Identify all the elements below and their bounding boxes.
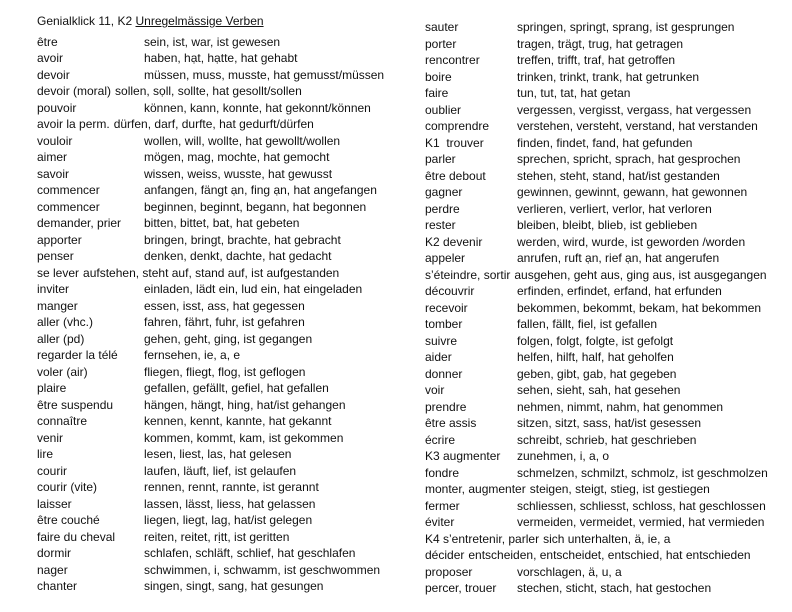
german-conjugation: trinken, trinkt, trank, hat getrunken [517,69,700,84]
german-conjugation: sehen, sieht, sah, hat gesehen [517,383,681,397]
french-verb: suivre [425,333,458,348]
german-conjugation: anrufen, ruft ạn, rief ạn, hat angerufen [517,251,720,265]
verb-row [425,564,789,581]
french-verb: vouloir [37,133,73,148]
german-conjugation: stehen, steht, stand, hat/ist gestanden [517,168,720,183]
verb-row [425,448,789,465]
french-verb: commencer [37,183,100,197]
german-conjugation: geben, gibt, gab, hat gegeben [517,366,677,381]
german-conjugation: schmelzen, schmilzt, schmolz, ist geschmolzen [517,465,768,480]
german-conjugation: haben, hạt, hạtte, hat gehabt [144,51,298,65]
verb-row [37,265,415,282]
german-conjugation: verlieren, verliert, verlor, hat verloren [517,201,712,216]
french-verb: demander, prier [37,216,122,230]
left-column [37,13,415,595]
german-conjugation: gewinnen, gewinnt, gewann, hat gewonnen [517,185,748,199]
german-conjugation: einladen, lädt ein, lud ein, hat eingeladen [144,282,363,296]
verb-row [37,545,415,562]
verb-row [425,250,789,267]
german-conjugation: bringen, bringt, brachte, hat gebracht [144,232,341,247]
french-verb: être suspendu [37,397,114,412]
french-verb: pouvoir [37,100,77,115]
french-verb: être [37,34,58,49]
german-conjugation: gehen, geht, ging, ist gegangen [144,331,313,346]
verb-row [425,69,789,86]
french-verb: découvrir [425,284,475,298]
french-verb: faire du cheval [37,529,116,544]
german-conjugation: finden, findet, fand, hat gefunden [517,135,693,150]
german-conjugation: ausgehen, geht aus, ging aus, ist ausgegangen [514,267,767,282]
french-verb: aller (pd) [37,331,85,346]
german-conjugation: entscheiden, entscheidet, entschied, hat entschieden [468,548,751,562]
german-conjugation: dürfen, darf, durfte, hat gedurft/dürfen [113,117,314,131]
german-conjugation: folgen, folgt, folgte, ist gefolgt [517,333,674,348]
german-conjugation: fernsehen, ie, a, e [144,348,241,362]
german-conjugation: singen, singt, sang, hat gesungen [144,579,324,593]
french-verb: recevoir [425,300,468,315]
verb-row [37,166,415,183]
german-conjugation: bekommen, bekommt, bekam, hat bekommen [517,300,762,315]
french-verb: K4 s’entretenir, parler [425,531,540,546]
german-conjugation: nehmen, nimmt, nahm, hat genommen [517,399,724,414]
german-conjugation: lassen, lässt, liess, hat gelassen [144,496,316,511]
verb-row [37,512,415,529]
german-conjugation: anfangen, fängt ạn, fing ạn, hat angefangen [144,183,377,197]
verb-row [425,366,789,383]
french-verb: s’éteindre, sortir [425,267,511,282]
german-conjugation: rennen, rennt, rannte, ist gerannt [144,480,319,494]
verb-row [37,479,415,496]
verb-row [37,496,415,513]
german-conjugation: fliegen, fliegt, flog, ist geflogen [144,364,306,379]
verb-row [425,52,789,69]
verb-row [37,562,415,579]
verb-row [37,199,415,216]
german-conjugation: erfinden, erfindet, erfand, hat erfunden [517,284,722,298]
german-conjugation: vorschlagen, ä, u, a [517,564,622,579]
german-conjugation: denken, denkt, dachte, hat gedacht [144,249,332,263]
french-verb: apporter [37,232,82,247]
french-verb: connaître [37,414,88,428]
french-verb: commencer [37,199,100,214]
french-verb: courir (vite) [37,480,98,494]
french-verb: aller (vhc.) [37,315,94,329]
german-conjugation: zunehmen, i, a, o [517,449,610,463]
verb-row [425,118,789,135]
french-verb: nager [37,562,68,577]
french-verb: tomber [425,317,463,331]
french-verb: voler (air) [37,364,88,379]
french-verb: écrire [425,432,456,447]
verb-row [37,100,415,117]
verb-row [425,201,789,218]
french-verb: avoir [37,51,64,65]
right-column [425,19,789,597]
left-verb-list [37,34,415,595]
french-verb: proposer [425,564,473,579]
french-verb: laisser [37,496,72,511]
german-conjugation: vergessen, vergisst, vergass, hat vergessen [517,102,752,117]
german-conjugation: sein, ist, war, ist gewesen [144,34,281,49]
french-verb: monter, augmenter [425,482,526,496]
french-verb: rencontrer [425,53,480,67]
french-verb: parler [425,152,456,166]
verb-row [37,34,415,51]
title-underlined-text: Unregelmässige Verben [135,14,264,28]
verb-row [425,531,789,548]
french-verb: lire [37,447,54,461]
verb-row [425,234,789,251]
verb-row [425,316,789,333]
german-conjugation: gefallen, gefällt, gefiel, hat gefallen [144,381,329,395]
french-verb: aider [425,350,452,364]
verb-row [37,149,415,166]
verb-row [425,481,789,498]
german-conjugation: verstehen, versteht, verstand, hat verstanden [517,119,758,133]
french-verb: sauter [425,20,459,34]
german-conjugation: steigen, steigt, stieg, ist gestiegen [529,482,710,496]
verb-row [425,283,789,300]
verb-row [425,382,789,399]
french-verb: K1 trouver [425,135,484,150]
french-verb: rester [425,218,456,232]
french-verb: faire [425,86,449,100]
page-title [37,13,415,30]
verb-row [425,36,789,53]
french-verb: manger [37,298,78,313]
german-conjugation: sprechen, spricht, sprach, hat gesprochen [517,152,741,166]
verb-row [37,331,415,348]
german-conjugation: beginnen, beginnt, begann, hat begonnen [144,199,367,214]
french-verb: donner [425,366,463,381]
verb-row [37,529,415,546]
verb-row [425,151,789,168]
verb-row [37,298,415,315]
french-verb: être couché [37,513,100,527]
verb-row [425,514,789,531]
french-verb: devoir (moral) [37,84,112,98]
german-conjugation: tragen, trägt, trug, hat getragen [517,36,684,51]
verb-row [37,463,415,480]
verb-row [425,415,789,432]
verb-row [37,446,415,463]
verb-row [425,85,789,102]
verb-row [425,102,789,119]
verb-row [425,300,789,317]
french-verb: venir [37,430,64,445]
french-verb: aimer [37,150,68,164]
french-verb: oublier [425,102,462,117]
german-conjugation: stechen, sticht, stach, hat gestochen [517,581,712,595]
french-verb: K3 augmenter [425,449,501,463]
french-verb: perdre [425,201,460,216]
german-conjugation: wollen, will, wollte, hat gewollt/wollen [144,133,341,148]
german-conjugation: liegen, liegt, lag, hat/ist gelegen [144,513,313,527]
verb-row [425,498,789,515]
french-verb: devoir [37,67,70,82]
french-verb: courir [37,463,68,478]
french-verb: savoir [37,166,70,181]
german-conjugation: treffen, trifft, traf, hat getroffen [517,53,676,67]
german-conjugation: aufstehen, steht auf, stand auf, ist aufgestanden [83,265,340,280]
german-conjugation: helfen, hilft, half, hat geholfen [517,350,674,364]
german-conjugation: schwimmen, i, schwamm, ist geschwommen [144,562,381,577]
german-conjugation: können, kann, konnte, hat gekonnt/können [144,100,371,115]
french-verb: chanter [37,579,78,593]
verb-row [425,580,789,597]
german-conjugation: kommen, kommt, kam, ist gekommen [144,430,344,445]
french-verb: penser [37,249,74,263]
verb-row [425,217,789,234]
german-conjugation: sitzen, sitzt, sass, hat/ist gesessen [517,416,702,430]
french-verb: appeler [425,251,466,265]
german-conjugation: bitten, bittet, bat, hat gebeten [144,216,300,230]
french-verb: dormir [37,546,72,560]
german-conjugation: springen, springt, sprang, ist gesprungen [517,20,735,34]
french-verb: se lever [37,265,80,280]
verb-row [425,135,789,152]
verb-row [425,465,789,482]
verb-row [37,430,415,447]
german-conjugation: wissen, weiss, wusste, hat gewusst [144,166,333,181]
german-conjugation: fallen, fällt, fiel, ist gefallen [517,317,658,331]
verb-row [37,83,415,100]
verb-row [37,248,415,265]
german-conjugation: hängen, hängt, hing, hat/ist gehangen [144,397,346,412]
verb-row [37,380,415,397]
german-conjugation: lesen, liest, las, hat gelesen [144,447,292,461]
german-conjugation: kennen, kennt, kannte, hat gekannt [144,414,332,428]
verb-row [425,184,789,201]
german-conjugation: werden, wird, wurde, ist geworden /worden [517,234,746,249]
verb-row [425,267,789,284]
verb-row [37,182,415,199]
verb-row [425,547,789,564]
french-verb: regarder la télé [37,348,118,362]
verb-row [37,116,415,133]
verb-row [37,215,415,232]
french-verb: K2 devenir [425,234,483,249]
verb-row [425,19,789,36]
verb-row [37,133,415,150]
german-conjugation: tun, tut, tat, hat getan [517,86,631,100]
french-verb: gagner [425,185,463,199]
verb-row [425,399,789,416]
verb-row [37,50,415,67]
verb-row [425,349,789,366]
german-conjugation: vermeiden, vermeidet, vermied, hat vermieden [517,515,765,529]
french-verb: boire [425,69,452,84]
german-conjugation: sollen, sọll, sollte, hat gesollt/sollen [115,84,302,98]
french-verb: décider [425,548,465,562]
german-conjugation: schliessen, schliesst, schloss, hat geschlossen [517,498,766,513]
french-verb: être debout [425,168,486,183]
french-verb: fondre [425,465,460,480]
german-conjugation: bleiben, bleibt, blieb, ist geblieben [517,218,698,232]
verb-row [37,232,415,249]
french-verb: comprendre [425,119,490,133]
verb-row [37,314,415,331]
french-verb: percer, trouer [425,581,497,595]
german-conjugation: fahren, fährt, fuhr, ist gefahren [144,315,305,329]
verb-row [37,281,415,298]
french-verb: inviter [37,282,70,296]
german-conjugation: schreibt, schrieb, hat geschrieben [517,432,697,447]
verb-row [37,397,415,414]
german-conjugation: laufen, läuft, lief, ist gelaufen [144,463,297,478]
verb-row [37,364,415,381]
german-conjugation: schlafen, schläft, schlief, hat geschlafen [144,546,356,560]
verb-row [37,413,415,430]
german-conjugation: essen, isst, ass, hat gegessen [144,298,305,313]
french-verb: être assis [425,416,477,430]
title-prefix: Genialklick 11, K2 [37,14,136,28]
french-verb: prendre [425,399,467,414]
verb-row [425,333,789,350]
german-conjugation: müssen, muss, musste, hat gemusst/müssen [144,67,385,82]
french-verb: porter [425,36,457,51]
verb-row [37,67,415,84]
french-verb: plaire [37,381,67,395]
french-verb: éviter [425,515,455,529]
verb-row [425,432,789,449]
right-verb-list [425,19,789,597]
german-conjugation: sich unterhalten, ä, ie, a [543,531,671,546]
german-conjugation: reiten, reitet, rịtt, ist geritten [144,529,290,544]
german-conjugation: mögen, mag, mochte, hat gemocht [144,150,330,164]
verb-row [37,578,415,595]
verb-row [425,168,789,185]
french-verb: voir [425,383,445,397]
verb-row [37,347,415,364]
french-verb: fermer [425,498,460,513]
french-verb: avoir la perm. [37,117,110,131]
